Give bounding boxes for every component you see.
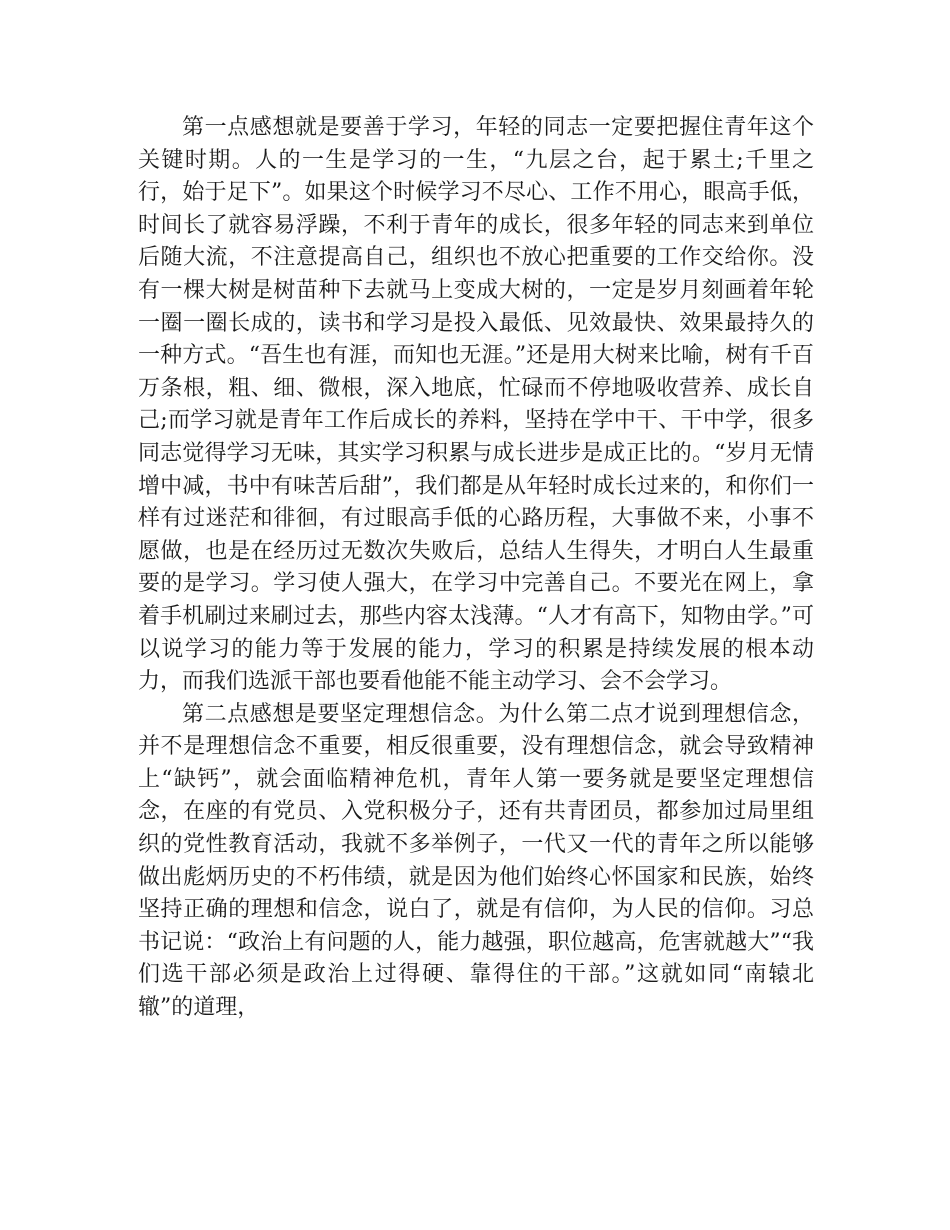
document-body: [138, 112, 814, 1025]
paragraph-study: 第一点感想就是要善于学习，年轻的同志一定要把握住青年这个关键时期。人的一生是学习的一生，“九层之台，起于累土;千里之行，始于足下”。如果这个时候学习不尽心、工作不用心，眼高手低，时间长了就容易浮躁，不利于青年的成长，很多年轻的同志来到单位后随大流，不注意提高自己，组织也不放心把重要的工作交给你。没有一棵大树是树苗种下去就马上变成大树的，一定是岁月刻画着年轮一圈一圈长成的，读书和学习是投入最低、见效最快、效果最持久的一种方式。“吾生也有涯，而知也无涯。”还是用大树来比喻，树有千百万条根，粗、细、微根，深入地底，忙碌而不停地吸收营养、成长自己;而学习就是青年工作后成长的养料，坚持在学中干、干中学，很多同志觉得学习无味，其实学习积累与成长进步是成正比的。“岁月无情增中减，书中有味苦后甜”，我们都是从年轻时成长过来的，和你们一样有过迷茫和徘徊，有过眼高手低的心路历程，大事做不来，小事不愿做，也是在经历过无数次失败后，总结人生得失，才明白人生最重要的是学习。学习使人强大，在学习中完善自己。不要光在网上，拿着手机刷过来刷过去，那些内容太浅薄。“人才有高下，知物由学。”可以说学习的能力等于发展的能力，学习的积累是持续发展的根本动力，而我们选派干部也要看他能不能主动学习、会不会学习。: [138, 115, 814, 695]
paragraph-ideals: 第二点感想是要坚定理想信念。为什么第二点才说到理想信念，并不是理想信念不重要，相反很重要，没有理想信念，就会导致精神上“缺钙”，就会面临精神危机，青年人第一要务就是要坚定理想信念，在座的有党员、入党积极分子，还有共青团员，都参加过局里组织的党性教育活动，我就不多举例子，一代又一代的青年之所以能够做出彪炳历史的不朽伟绩，就是因为他们始终心怀国家和民族，始终坚持正确的理想和信念，说白了，就是有信仰，为人民的信仰。习总书记说：“政治上有问题的人，能力越强，职位越高，危害就越大”“我们选干部必须是政治上过得硬、靠得住的干部。”这就如同“南辕北辙”的道理，: [138, 701, 814, 1021]
